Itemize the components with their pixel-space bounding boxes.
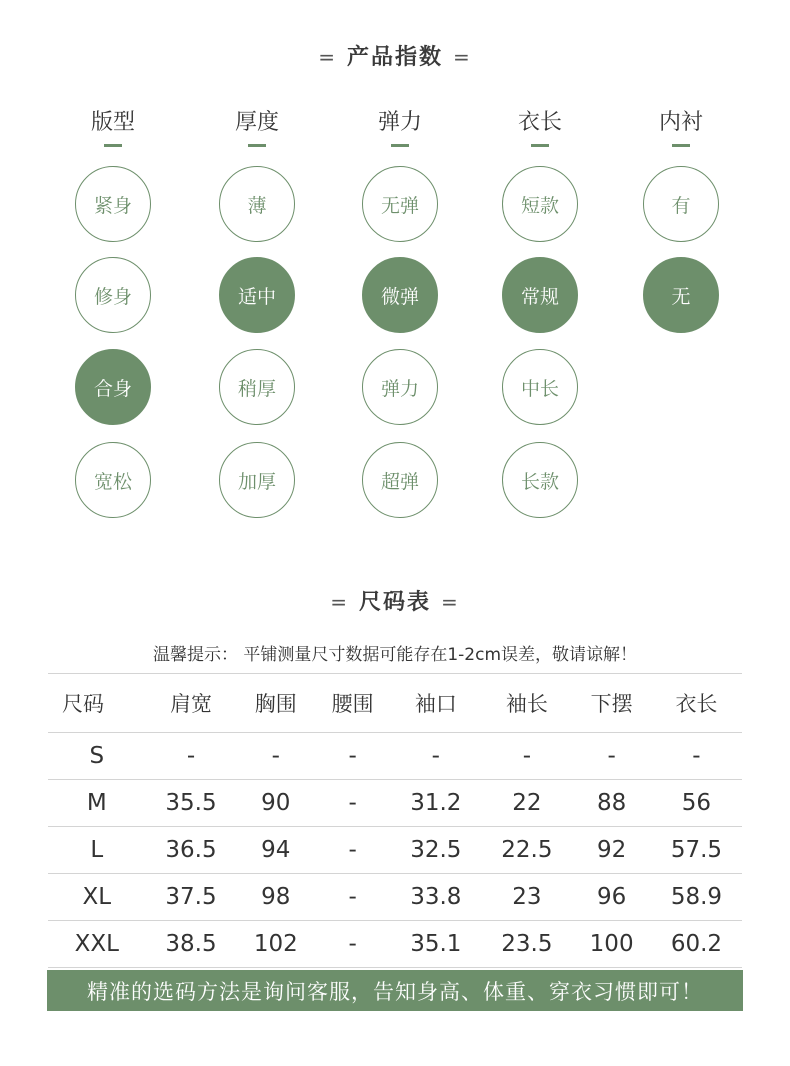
table-row: [48, 733, 742, 780]
table-row: [48, 827, 742, 874]
index-option-circle: 有: [643, 166, 719, 242]
size-table-header-cell: 袖口: [414, 692, 457, 716]
table-row: [48, 921, 742, 968]
table-cell: 102: [253, 931, 298, 957]
index-option-circle: 紧身: [75, 166, 151, 242]
table-cell: L: [90, 837, 104, 863]
table-cell: -: [348, 790, 357, 816]
table-cell: 38.5: [165, 931, 217, 957]
index-option-circle: 修身: [75, 257, 151, 333]
index-column: [202, 108, 312, 147]
table-cell: 37.5: [165, 884, 217, 910]
table-cell: 58.9: [670, 884, 723, 910]
index-column-label: 版型: [90, 110, 135, 135]
size-advice-banner: 精准的选码方法是询问客服，告知身高、体重、穿衣习惯即可！: [47, 970, 743, 1011]
table-cell: 88: [596, 790, 627, 816]
size-table-header-cell: 下摆: [590, 692, 633, 716]
table-cell: -: [522, 743, 532, 769]
index-column-label: 厚度: [234, 110, 279, 135]
index-option-circle: 加厚: [219, 442, 295, 518]
column-underline: [248, 144, 266, 147]
table-cell: XXL: [74, 931, 119, 957]
size-table-body: [48, 733, 742, 968]
size-table: [48, 673, 742, 968]
index-option-circle: 无弹: [362, 166, 438, 242]
column-underline: [391, 144, 409, 147]
index-column: [485, 108, 595, 147]
index-column: [58, 108, 168, 147]
table-cell: -: [431, 743, 440, 769]
table-cell: 96: [596, 884, 627, 910]
index-column: [345, 108, 455, 147]
table-cell: -: [186, 743, 196, 769]
table-cell: 90: [261, 790, 291, 816]
table-cell: 23.5: [501, 931, 553, 957]
table-cell: -: [348, 884, 357, 910]
table-cell: -: [348, 931, 357, 957]
index-option-circle: 中长: [502, 349, 578, 425]
table-cell: 22: [512, 790, 542, 816]
table-cell: 98: [261, 884, 291, 910]
size-title-text: 尺码表: [358, 590, 431, 615]
index-option-circle: 薄: [219, 166, 295, 242]
table-cell: 22.5: [501, 837, 553, 863]
table-cell: 32.5: [410, 837, 462, 863]
table-cell: 92: [596, 837, 627, 863]
table-cell: 100: [589, 931, 634, 957]
table-cell: 33.8: [410, 884, 462, 910]
table-cell: 31.2: [410, 790, 462, 816]
index-option-circle: 合身: [75, 349, 151, 425]
size-table-header: [48, 674, 742, 733]
size-table-header-cell: 袖长: [505, 692, 548, 716]
index-column: [626, 108, 736, 147]
table-row: [48, 780, 742, 827]
index-option-circle: 短款: [502, 166, 578, 242]
table-cell: 35.1: [410, 931, 462, 957]
size-table-header-cell: 腰围: [331, 692, 374, 716]
size-table-header-cell: 尺码: [62, 692, 104, 716]
size-section-title: = 尺码表 =: [330, 590, 460, 615]
table-cell: -: [348, 743, 357, 769]
table-cell: 60.2: [670, 931, 723, 957]
index-option-circle: 微弹: [362, 257, 438, 333]
index-column-label: 弹力: [377, 110, 422, 135]
index-option-circle: 无: [643, 257, 719, 333]
table-cell: -: [692, 743, 701, 769]
table-cell: 57.5: [670, 837, 723, 863]
table-row: [48, 874, 742, 921]
column-underline: [104, 144, 122, 147]
index-option-circle: 稍厚: [219, 349, 295, 425]
column-underline: [531, 144, 549, 147]
table-cell: M: [86, 790, 107, 816]
index-option-circle: 宽松: [75, 442, 151, 518]
column-underline: [672, 144, 690, 147]
table-cell: 56: [681, 790, 712, 816]
index-option-circle: 超弹: [362, 442, 438, 518]
index-column-label: 衣长: [517, 110, 562, 135]
size-table-header-cell: 胸围: [254, 692, 297, 716]
size-table-header-cell: 肩宽: [170, 692, 213, 716]
index-title-text: 产品指数: [346, 45, 443, 70]
size-notice: 温馨提示： 平铺测量尺寸数据可能存在1-2cm误差，敬请谅解！: [152, 645, 638, 665]
table-cell: -: [607, 743, 616, 769]
table-cell: 35.5: [165, 790, 217, 816]
table-cell: -: [271, 743, 280, 769]
index-option-circle: 长款: [502, 442, 578, 518]
table-cell: 36.5: [165, 837, 217, 863]
table-cell: S: [89, 743, 105, 769]
table-cell: 94: [261, 837, 291, 863]
index-option-circle: 弹力: [362, 349, 438, 425]
index-column-label: 内衬: [658, 110, 703, 135]
index-option-circle: 适中: [219, 257, 295, 333]
table-cell: 23: [512, 884, 542, 910]
size-table-header-cell: 衣长: [675, 692, 718, 716]
table-cell: XL: [82, 884, 112, 910]
table-cell: -: [348, 837, 357, 863]
index-option-circle: 常规: [502, 257, 578, 333]
index-section-title: = 产品指数 =: [318, 45, 472, 70]
